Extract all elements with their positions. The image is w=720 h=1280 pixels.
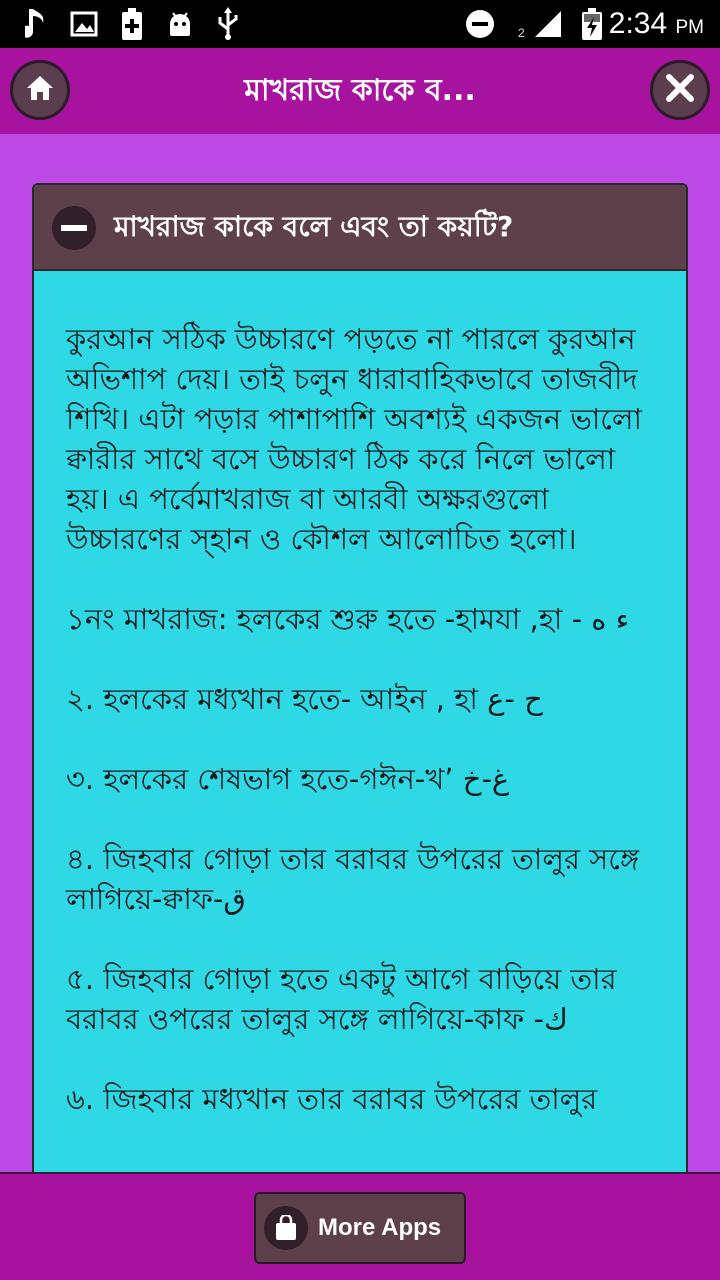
article-paragraph: ৫. জিহবার গোড়া হতে একটু আগে বাড়িয়ে তার বরাবর ওপরের তালুর সঙ্গে লাগিয়ে-কাফ -ك bbox=[66, 962, 617, 1036]
clock-time: 2:34 bbox=[608, 7, 668, 40]
music-note-icon bbox=[18, 6, 54, 42]
article-paragraph: ৩. হলকের শেষভাগ হতে-গঈন-খ’ غ-خ bbox=[66, 762, 510, 796]
accordion-header[interactable] bbox=[34, 185, 686, 271]
bottom-bar bbox=[0, 1172, 720, 1280]
article-paragraph: কুরআন সঠিক উচ্চারণে পড়তে না পারলে কুরআন অভিশাপ দেয়। তাই চলুন ধারাবাহিকভাবে তাজবীদ শিখি। এটা পড়ার পাশাপাশি অবশ্যই একজন ভালো ক্বারীর সাথে বসে উচ্চারণ ঠিক করে নিলে ভালো হয়। এ পর্বেমাখরাজ বা আরবী অক্ষরগুলো উচ্চারণের স্হান ও কৌশল আলোচিত হলো। bbox=[66, 322, 642, 556]
image-icon bbox=[66, 6, 102, 42]
do-not-disturb-icon bbox=[462, 6, 498, 42]
accordion-title: মাখরাজ কাকে বলে এবং তা কয়টি? bbox=[114, 209, 514, 243]
article-paragraph: ৬. জিহবার মধ্যখান তার বরাবর উপরের তালুর bbox=[66, 1082, 598, 1116]
signal-icon bbox=[530, 6, 566, 42]
more-apps-button[interactable] bbox=[254, 1192, 466, 1264]
more-apps-label: More Apps bbox=[318, 1214, 442, 1241]
status-bar bbox=[0, 0, 720, 48]
clock-ampm: PM bbox=[675, 17, 704, 38]
article-paragraph: ২. হলকের মধ্যখান হতে- আইন , হা ح -ع bbox=[66, 682, 543, 716]
battery-charging-icon bbox=[574, 6, 610, 42]
page-title: মাখরাজ কাকে ব... bbox=[244, 72, 476, 108]
app-bar bbox=[0, 48, 720, 134]
minus-icon[interactable] bbox=[52, 206, 96, 250]
usb-icon bbox=[210, 6, 246, 42]
close-icon bbox=[665, 73, 695, 107]
android-icon bbox=[162, 6, 198, 42]
shopping-bag-icon bbox=[264, 1206, 308, 1250]
battery-plus-icon bbox=[114, 6, 150, 42]
sim-slot-label: 2 bbox=[518, 26, 525, 40]
clock bbox=[609, 6, 704, 46]
close-button[interactable] bbox=[650, 60, 710, 120]
article-paragraph: ৪. জিহবার গোড়া তার বরাবর উপরের তালুর সঙ্গে লাগিয়ে-ক্বাফ-ق bbox=[66, 842, 640, 916]
article-body bbox=[66, 319, 656, 1159]
article-paragraph: ১নং মাখরাজ: হলকের শুরু হতে -হামযা ,হা - ء ه bbox=[66, 602, 630, 636]
home-icon bbox=[25, 74, 55, 106]
accordion-panel bbox=[32, 183, 688, 1183]
home-button[interactable] bbox=[10, 60, 70, 120]
